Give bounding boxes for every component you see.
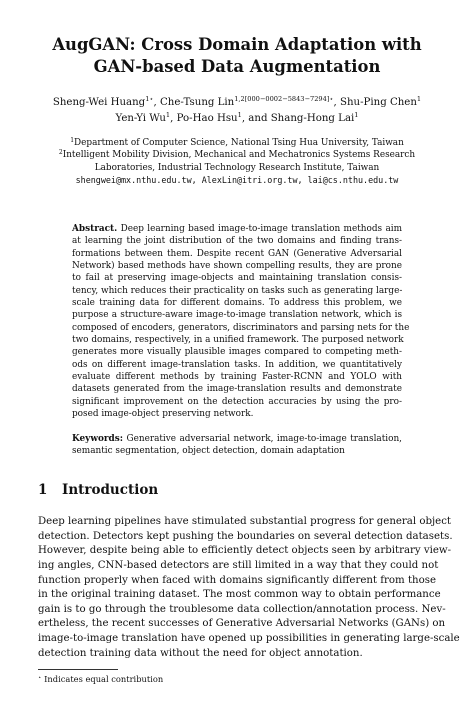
author-name: , Shu-Ping Chen (333, 97, 417, 108)
body-line: ertheless, the recent successes of Generative Adversarial Networks (GANs) on (38, 618, 446, 630)
footnote-rule (38, 669, 118, 670)
abstract-line: composed of encoders, generators, discriminators and parsing nets for the (72, 322, 410, 333)
author-marker: 1 (416, 95, 422, 103)
author-name: , Po-Hao Hsu (170, 113, 238, 124)
abstract-label: Abstract. (72, 224, 118, 234)
abstract-line: posed image-object preserving network. (72, 409, 254, 420)
author-name: , Che-Tsung Lin (153, 97, 235, 108)
abstract-line: scale training data for different domains. To address this problem, we (72, 298, 402, 309)
author-marker: 1 (165, 111, 171, 119)
affiliation-text: Intelligent Mobility Division, Mechanical and Mechatronics Systems Research (62, 150, 416, 161)
abstract-line: two domains, respectively, in a unified framework. The purposed network (72, 335, 404, 346)
author-line-1 (30, 95, 444, 111)
author-marker: 1,2[000−0002−5843−7294]⋆ (234, 95, 334, 103)
abstract-line: at learning the joint distribution of the two domains and finding trans- (72, 236, 402, 247)
abstract-line: tency, which reduces their practicality on tasks such as generating large- (72, 285, 403, 296)
abstract-line: generates more visually plausible images compared to competing meth- (72, 347, 402, 358)
abstract-line: Network) based methods have shown compelling results, they are prone (72, 261, 402, 272)
author-marker: 1⋆ (145, 95, 154, 103)
abstract (72, 223, 410, 421)
keywords-label: Keywords: (72, 434, 124, 444)
footnote (38, 674, 163, 685)
abstract-line: datasets generated from the image-translation results and demonstrate (72, 384, 402, 395)
introduction-paragraph (38, 515, 460, 661)
title-line-2: GAN-based Data Augmentation (93, 57, 381, 76)
body-line: gain is to go through the troublesome data collection/annotation process. Nev- (38, 603, 446, 615)
affiliation-marker: 1 (70, 137, 75, 144)
body-line: However, despite being able to efficiently detect objects seen by arbitrary view- (38, 545, 452, 557)
author-name: Yen-Yi Wu (115, 113, 166, 124)
affiliation-2 (30, 149, 444, 161)
abstract-line: ods on different image-translation tasks. In addition, we quantitatively (72, 359, 402, 370)
title-line-1: AugGAN: Cross Domain Adaptation with (52, 35, 422, 54)
section-title: Introduction (62, 482, 159, 498)
body-line: image-to-image translation have opened up possibilities in generating large-scale (38, 633, 460, 645)
affiliation-1 (30, 137, 444, 149)
section-heading (38, 481, 158, 499)
section-number: 1 (38, 482, 48, 498)
body-line: Deep learning pipelines have stimulated substantial progress for general object (38, 516, 451, 527)
keywords-line: semantic segmentation, object detection, domain adaptation (72, 446, 345, 457)
abstract-line: purpose a structure-aware image-to-image translation network, which is (72, 310, 402, 321)
abstract-line: formations between them. Despite recent GAN (Generative Adversarial (72, 248, 402, 259)
body-line: in the original training dataset. The most common way to obtain performance (38, 589, 441, 601)
abstract-line: to fail at preserving image-objects and maintaining translation consis- (72, 273, 402, 284)
affiliation-2-continued: Laboratories, Industrial Technology Research Institute, Taiwan (94, 162, 380, 173)
footnote-marker: ⋆ (38, 675, 42, 681)
keywords-line: Keywords: Generative adversarial network, image-to-image translation, (72, 434, 402, 444)
author-name: Sheng-Wei Huang (52, 97, 146, 108)
keywords (72, 433, 402, 458)
body-line: ing angles, CNN-based detectors are still limited in a way that they could not (38, 559, 439, 571)
author-marker: 1 (354, 111, 359, 119)
body-line: detection training data without the need for object annotation. (38, 647, 363, 659)
abstract-line: Abstract. Deep learning based image-to-image translation methods aim (72, 224, 402, 234)
footnote-text: Indicates equal contribution (41, 674, 164, 684)
body-line: function properly when faced with domains significantly different from those (38, 574, 436, 586)
body-line: detection. Detectors kept pushing the boundaries on several detection datasets. (38, 530, 453, 542)
affiliation-marker: 2 (58, 149, 63, 157)
author-emails: shengwei@mx.nthu.edu.tw, AlexLin@itri.org.tw, lai@cs.nthu.edu.tw (75, 175, 399, 186)
abstract-line: significant improvement on the detection accuracies by using the pro- (72, 396, 402, 407)
affiliations (30, 137, 444, 187)
author-list (30, 95, 444, 127)
author-marker: 1 (237, 111, 242, 119)
author-name: , and Shang-Hong Lai (241, 113, 355, 124)
affiliation-text: Department of Computer Science, National Tsing Hua University, Taiwan (74, 138, 404, 148)
paper-title (40, 34, 434, 78)
author-line-2 (30, 111, 444, 127)
abstract-line: evaluate different methods by training Faster-RCNN and YOLO with (72, 372, 402, 383)
